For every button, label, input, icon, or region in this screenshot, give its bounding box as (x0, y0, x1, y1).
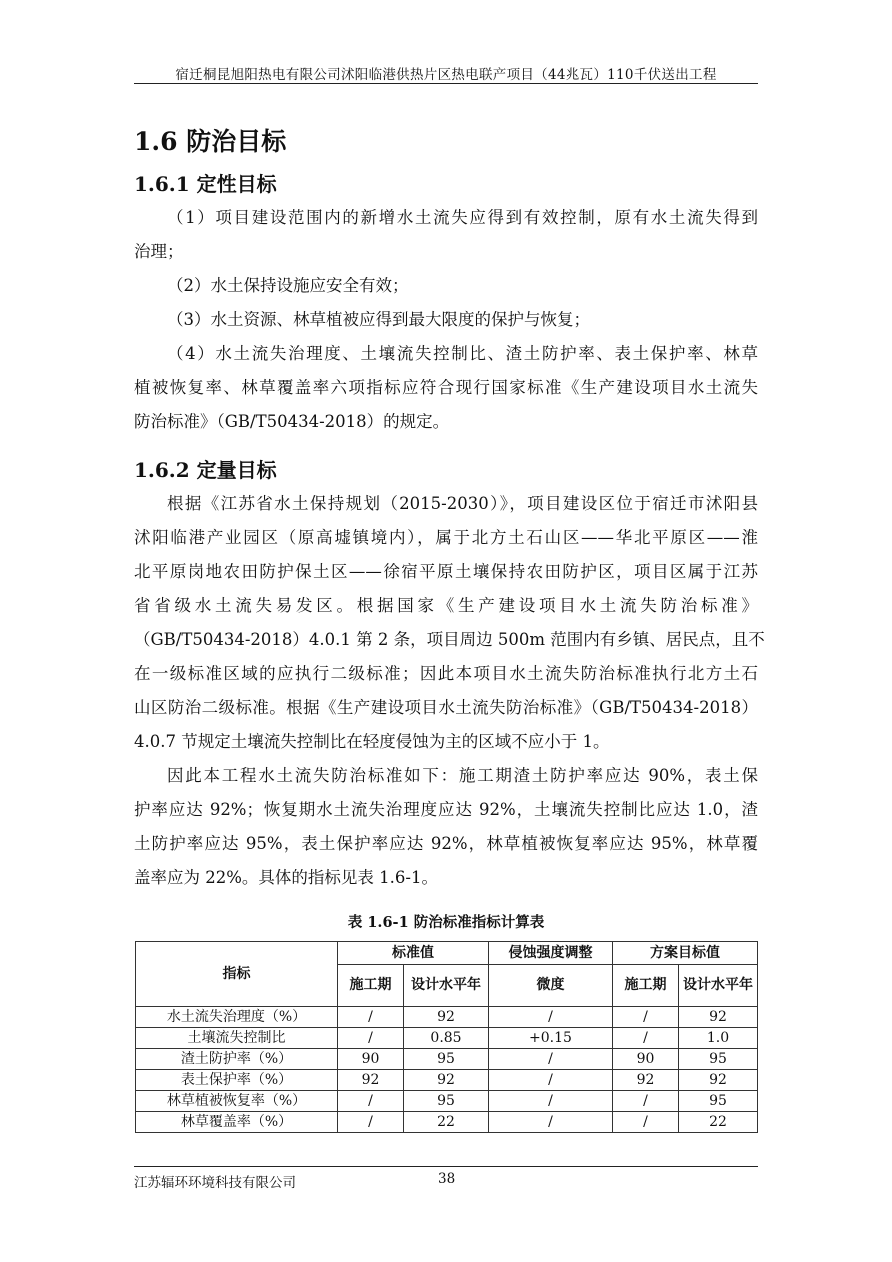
cell: / (489, 1091, 613, 1112)
text-line: 植被恢复率、林草覆盖率六项指标应符合现行国家标准《生产建设项目水土流失 (134, 378, 758, 397)
text-line: （1）项目建设范围内的新增水土流失应得到有效控制，原有水土流失得到 (167, 208, 758, 227)
cell: / (338, 1112, 404, 1133)
cell: / (338, 1028, 404, 1049)
cell: 0.85 (404, 1028, 489, 1049)
cell: 95 (404, 1049, 489, 1070)
text-line: 治理； (134, 242, 184, 261)
cell: 90 (613, 1049, 679, 1070)
text-line: 土防护率应达 95%，表土保护率应达 92%，林草植被恢复率应达 95%，林草覆 (134, 834, 758, 853)
text-line: 防治标准》（GB/T50434-2018）的规定。 (134, 412, 450, 431)
text-line: 省省级水土流失易发区。根据国家《生产建设项目水土流失防治标准》 (134, 596, 758, 615)
row-name: 渣土防护率（%） (136, 1049, 338, 1070)
text-line: 盖率应为 22%。具体的指标见表 1.6-1。 (134, 868, 438, 887)
footer-company: 江苏辐环环境科技有限公司 (134, 1175, 296, 1191)
cell: 92 (338, 1070, 404, 1091)
cell: / (338, 1007, 404, 1028)
table-row (136, 1091, 758, 1112)
cell: 92 (679, 1007, 758, 1028)
table-row (136, 1007, 758, 1028)
footer-rule (134, 1166, 758, 1167)
cell: / (489, 1007, 613, 1028)
header-target: 方案目标值 (613, 942, 758, 965)
cell: / (613, 1028, 679, 1049)
text-line: 在一级标准区域的应执行二级标准；因此本项目水土流失防治标准执行北方土石 (134, 664, 758, 683)
row-name: 林草植被恢复率（%） (136, 1091, 338, 1112)
row-name: 土壤流失控制比 (136, 1028, 338, 1049)
header-construction-target: 施工期 (613, 965, 679, 1007)
row-name: 水土流失治理度（%） (136, 1007, 338, 1028)
cell: 92 (404, 1007, 489, 1028)
header-indicator: 指标 (136, 942, 338, 1007)
running-header: 宿迁桐昆旭阳热电有限公司沭阳临港供热片区热电联产项目（44兆瓦）110千伏送出工程 (175, 67, 717, 83)
text-line: 沭阳临港产业园区（原高墟镇境内），属于北方土石山区——华北平原区——淮 (134, 528, 758, 547)
cell: 22 (404, 1112, 489, 1133)
subsection-heading-quantitative: 1.6.2 定量目标 (134, 458, 277, 482)
header-design: 设计水平年 (404, 965, 489, 1007)
text-line: 因此本工程水土流失防治标准如下：施工期渣土防护率应达 90%，表土保 (167, 766, 758, 785)
cell: 92 (613, 1070, 679, 1091)
text-line: 山区防治二级标准。根据《生产建设项目水土流失防治标准》（GB/T50434-2018） (134, 698, 758, 717)
cell: 95 (679, 1049, 758, 1070)
cell: 92 (404, 1070, 489, 1091)
cell: / (613, 1112, 679, 1133)
cell: / (613, 1007, 679, 1028)
header-slight: 微度 (489, 965, 613, 1007)
table-row (136, 1049, 758, 1070)
cell: 22 (679, 1112, 758, 1133)
text-line: （4）水土流失治理度、土壤流失控制比、渣土防护率、表土保护率、林草 (167, 344, 758, 363)
page-number: 38 (438, 1171, 456, 1187)
cell: / (489, 1112, 613, 1133)
table-caption: 表 1.6-1 防治标准指标计算表 (347, 914, 545, 931)
header-adjust: 侵蚀强度调整 (489, 942, 613, 965)
cell: / (613, 1091, 679, 1112)
cell: 90 (338, 1049, 404, 1070)
indicator-table (135, 941, 758, 1133)
text-line: 护率应达 92%；恢复期水土流失治理度应达 92%，土壤流失控制比应达 1.0，渣 (134, 800, 758, 819)
cell: 95 (404, 1091, 489, 1112)
row-name: 林草覆盖率（%） (136, 1112, 338, 1133)
table-row (136, 1028, 758, 1049)
cell: +0.15 (489, 1028, 613, 1049)
row-name: 表土保护率（%） (136, 1070, 338, 1091)
header-construction: 施工期 (338, 965, 404, 1007)
header-standard: 标准值 (338, 942, 489, 965)
subsection-heading-qualitative: 1.6.1 定性目标 (134, 172, 277, 196)
text-line: 根据《江苏省水土保持规划（2015-2030）》，项目建设区位于宿迁市沭阳县 (167, 494, 758, 513)
header-rule (134, 83, 758, 84)
table-row (136, 1112, 758, 1133)
text-line: 4.0.7 节规定土壤流失控制比在轻度侵蚀为主的区域不应小于 1。 (134, 732, 610, 751)
header-design-target: 设计水平年 (679, 965, 758, 1007)
quantitative-body (134, 487, 765, 895)
table-row (136, 1070, 758, 1091)
cell: / (338, 1091, 404, 1112)
cell: / (489, 1049, 613, 1070)
cell: 1.0 (679, 1028, 758, 1049)
section-heading: 1.6 防治目标 (134, 127, 287, 156)
text-line: （GB/T50434-2018）4.0.1 第 2 条，项目周边 500m 范围内有乡镇、居民点，且不 (134, 630, 765, 649)
cell: / (489, 1070, 613, 1091)
cell: 95 (679, 1091, 758, 1112)
text-line: （2）水土保持设施应安全有效； (167, 276, 409, 295)
text-line: 北平原岗地农田防护保土区——徐宿平原土壤保持农田防护区，项目区属于江苏 (134, 562, 758, 581)
qualitative-body (134, 201, 758, 439)
cell: 92 (679, 1070, 758, 1091)
text-line: （3）水土资源、林草植被应得到最大限度的保护与恢复； (167, 310, 590, 329)
